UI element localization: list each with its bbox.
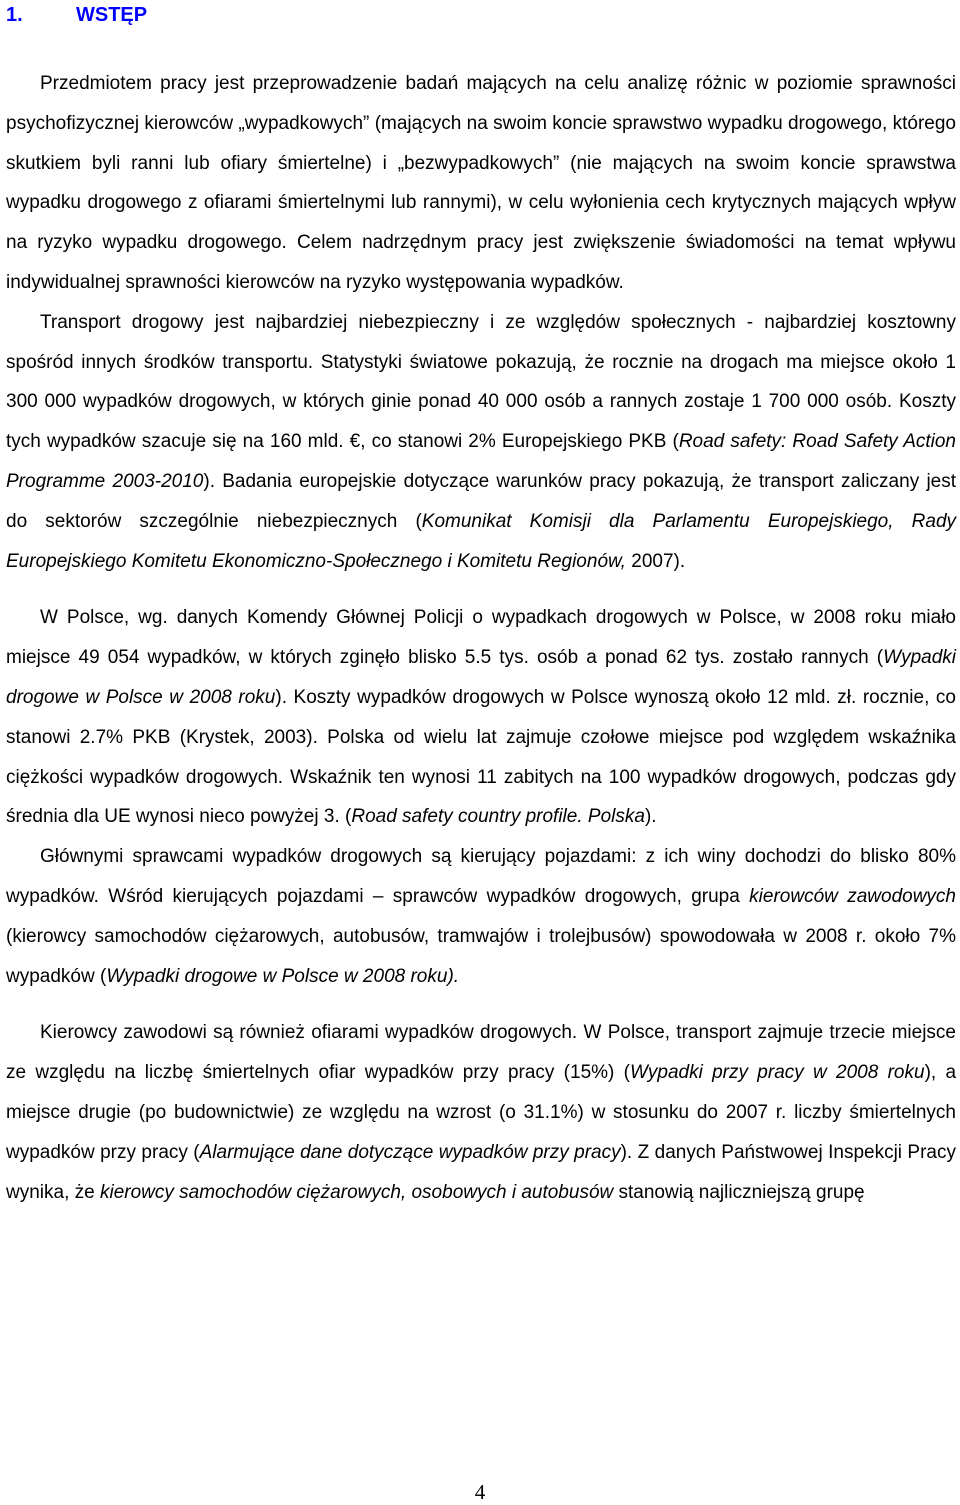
italic-citation: Road safety: Road Safety Action Programme 2003-2010 [6, 431, 956, 492]
italic-citation: Road safety country profile. Polska [351, 806, 645, 828]
italic-citation: Komunikat Komisji dla Parlamentu Europejskiego, Rady Europejskiego Komitetu Ekonomiczno-Społecznego i Komitetu Regionów, [6, 510, 957, 572]
italic-citation: Alarmujące dane dotyczące wypadków przy pracy [199, 1141, 621, 1163]
paragraph [6, 64, 956, 303]
paragraph-text: Transport drogowy jest najbardziej niebezpieczny i ze względów społecznych - najbardziej kosztowny spośród innych środków transportu. Statystyki światowe pokazują, że rocznie na drogach ma miejsce około 1 300 000 wypadków drogowych, w których ginie ponad 40 000 osób a rannych zostaje 1 700 000 osób. Koszty tych wypadków szacuje się na 160 mld. €, co stanowi 2% Europejskiego PKB ( [6, 311, 956, 453]
italic-citation: Wypadki drogowe w Polsce w 2008 roku [6, 647, 956, 708]
italic-citation: Wypadki przy pracy w 2008 roku [629, 1062, 925, 1084]
paragraph [6, 303, 956, 582]
paragraph-text: stanowią najliczniejszą grupę [613, 1181, 865, 1203]
paragraph-text: W Polsce, wg. danych Komendy Głównej Policji o wypadkach drogowych w Polsce, w 2008 roku miało miejsce 49 054 wypadków, w których zginęło blisko 5.5 tys. osób a ponad 62 tys. zostało rannych ( [6, 607, 956, 669]
paragraph-text: ). Koszty wypadków drogowych w Polsce wynoszą około 12 mld. zł. rocznie, co stanowi 2.7% PKB (Krystek, 2003). Polska od wielu lat zajmuje czołowe miejsce pod względem wskaźnika ciężkości wypadków drogowych. Wskaźnik ten wynosi 11 zabitych na 100 wypadków drogowych, podczas gdy średnia dla UE wynosi nieco powyżej 3. ( [6, 686, 956, 828]
paragraph [6, 837, 956, 996]
section-title: WSTĘP [76, 4, 148, 26]
paragraph-text: ). [644, 806, 657, 828]
body-text [6, 64, 956, 1212]
section-number: 1. [6, 4, 23, 26]
italic-citation: kierowcy samochodów ciężarowych, osobowych i autobusów [99, 1181, 614, 1203]
paragraph-text: (kierowcy samochodów ciężarowych, autobusów, tramwajów i trolejbusów) spowodowała w 2008 r. około 7% wypadków ( [6, 925, 956, 987]
paragraph-text: 2007). [625, 550, 686, 572]
paragraph-text: Przedmiotem pracy jest przeprowadzenie badań mających na celu analizę różnic w poziomie sprawności psychofizycznej kierowców „wypadkowych” (mających na swoim koncie sprawstwo wypadku drogowego, którego skutkiem byli ranni lub ofiary śmiertelne) i „bezwypadkowych” (nie mających na swoim koncie sprawstwa wypadku drogowego z ofiarami śmiertelnymi lub rannymi), w celu wyłonienia cech krytycznych mających wpływ na ryzyko wypadku drogowego. Celem nadrzędnym pracy jest zwiększenie świadomości na temat wpływu indywidualnej sprawności kierowców na ryzyko występowania wypadków. [6, 73, 956, 293]
paragraph-text: ). Badania europejskie dotyczące warunków pracy pokazują, że transport zaliczany jest do sektorów szczególnie niebezpiecznych ( [6, 470, 957, 532]
italic-citation: Wypadki drogowe w Polsce w 2008 roku). [106, 965, 460, 987]
paragraph [6, 1013, 956, 1212]
paragraph-text: Głównymi sprawcami wypadków drogowych są kierujący pojazdami: z ich winy dochodzi do blisko 80% wypadków. Wśród kierujących pojazdami – sprawców wypadków drogowych, grupa [6, 846, 956, 907]
paragraph-text: ), a miejsce drugie (po budownictwie) ze względu na wzrost (o 31.1%) w stosunku do 2007 r. liczby śmiertelnych wypadków przy pracy ( [6, 1062, 957, 1163]
paragraph [6, 598, 956, 837]
page-number: 4 [474, 1480, 486, 1504]
paragraph-text: ). Z danych Państwowej Inspekcji Pracy wynika, że [6, 1141, 956, 1203]
section-heading [6, 4, 147, 27]
italic-citation: kierowców zawodowych [749, 885, 956, 907]
paragraph-text: Kierowcy zawodowi są również ofiarami wypadków drogowych. W Polsce, transport zajmuje trzecie miejsce ze względu na liczbę śmiertelnych ofiar wypadków przy pracy (15%) ( [6, 1022, 956, 1084]
